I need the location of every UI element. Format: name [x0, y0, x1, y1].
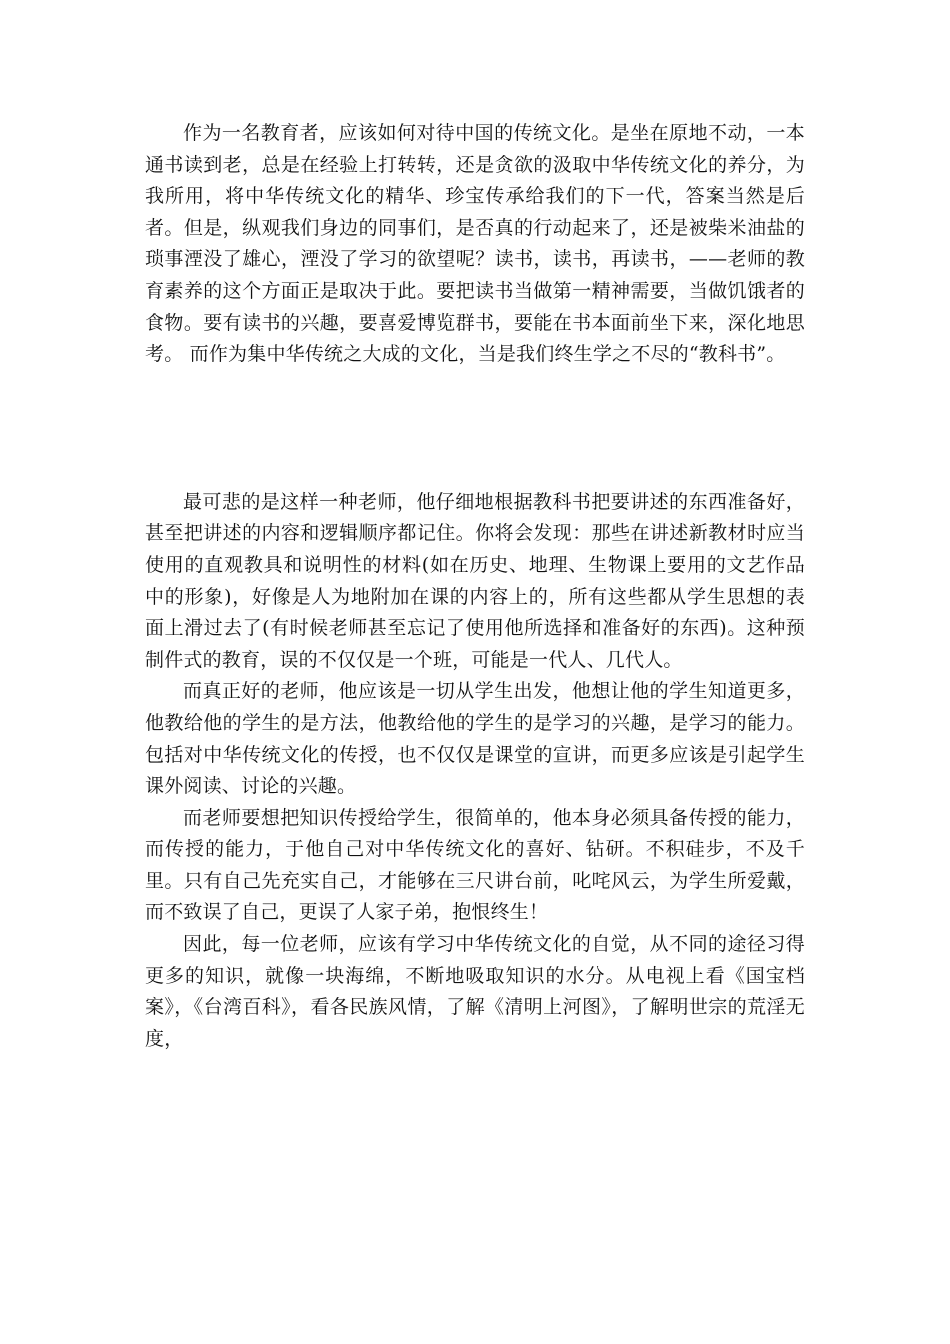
paragraph-1: 作为一名教育者，应该如何对待中国的传统文化。是坐在原地不动，一本通书读到老，总是在经验上打转转，还是贪欲的汲取中华传统文化的养分，为我所用，将中华传统文化的精华、珍宝传承给我们的下一代，答案当然是后者。但是，纵观我们身边的同事们，是否真的行动起来了，还是被柴米油盐的琐事湮没了雄心，湮没了学习的欲望呢？读书，读书，再读书，——老师的教育素养的这个方面正是取决于此。要把读书当做第一精神需要，当做饥饿者的食物。要有读书的兴趣，要喜爱博览群书，要能在书本面前坐下来，深化地思考。 而作为集中华传统之大成的文化，当是我们终生学之不尽的“教科书”。 — [145, 122, 805, 366]
paragraph-spacer — [145, 371, 805, 487]
paragraph-4: 而老师要想把知识传授给学生，很简单的，他本身必须具备传授的能力，而传授的能力，于他自己对中华传统文化的喜好、钻研。不积硅步，不及千里。只有自己先充实自己，才能够在三尺讲台前，叱咤风云，为学生所爱戴，而不致误了自己，更误了人家子弟，抱恨终生！ — [145, 806, 805, 924]
paragraph-2: 最可悲的是这样一种老师，他仔细地根据教科书把要讲述的东西准备好，甚至把讲述的内容和逻辑顺序都记住。你将会发现：那些在讲述新教材时应当使用的直观教具和说明性的材料(如在历史、地理、生物课上要用的文艺作品中的形象)，好像是人为地附加在课的内容上的，所有这些都从学生思想的表面上滑过去了(有时候老师甚至忘记了使用他所选择和准备好的东西)。这种预制件式的教育，误的不仅仅是一个班，可能是一代人、几代人。 — [145, 490, 805, 671]
paragraph-3: 而真正好的老师，他应该是一切从学生出发，他想让他的学生知道更多，他教给他的学生的是方法，他教给他的学生的是学习的兴趣，是学习的能力。包括对中华传统文化的传授，也不仅仅是课堂的宣讲，而更多应该是引起学生课外阅读、讨论的兴趣。 — [145, 680, 805, 798]
paragraph-5: 因此，每一位老师，应该有学习中华传统文化的自觉，从不同的途径习得更多的知识，就像一块海绵，不断地吸取知识的水分。从电视上看《国宝档案》，《台湾百科》，看各民族风情，了解《清明上河图》，了解明世宗的荒淫无度， — [145, 933, 805, 1050]
document-body — [145, 118, 805, 1055]
